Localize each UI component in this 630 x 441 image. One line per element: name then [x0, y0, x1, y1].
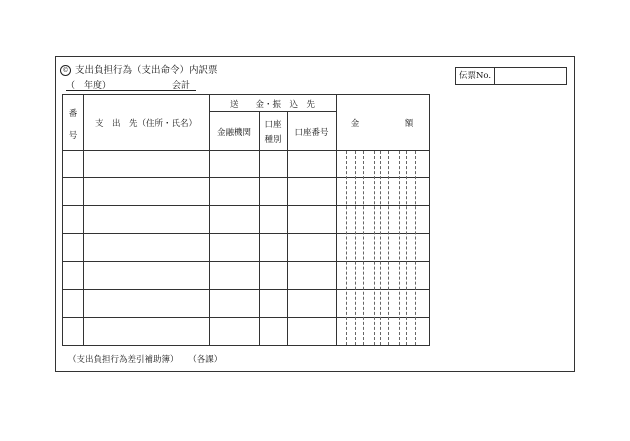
amount-digit-line [346, 151, 347, 345]
header-account-no: 口座番号 [294, 128, 329, 138]
amount-digit-line [388, 151, 389, 345]
amount-digit-line [415, 151, 416, 345]
circle-mark-icon: © [60, 65, 71, 76]
form-title [60, 62, 218, 76]
remit-header-line [209, 111, 336, 112]
amount-digit-line [399, 151, 400, 345]
voucher-value[interactable] [496, 68, 566, 84]
col-line-bank [259, 111, 260, 345]
detail-table [62, 94, 430, 346]
fiscal-year-label: 年度） [84, 81, 112, 91]
header-remit: 送 金・振 込 先 [229, 100, 315, 110]
header-amount-left: 金 [350, 119, 360, 129]
header-number-top: 番 [68, 109, 78, 119]
account-label: 会計 [172, 81, 191, 91]
amount-digit-line [374, 151, 375, 345]
form-title-text: 支出負担行為（支出命令）内訳票 [75, 65, 218, 76]
amount-digit-line [363, 151, 364, 345]
header-amount-right: 額 [404, 119, 414, 129]
footer-note-line [68, 353, 222, 365]
col-line-account-no [336, 95, 337, 345]
voucher-box[interactable] [455, 67, 567, 85]
fiscal-year-line [66, 78, 196, 91]
col-line-number [83, 95, 84, 345]
header-bank: 金融機関 [216, 128, 251, 138]
header-payee: 支 出 先（住所・氏名） [94, 119, 197, 129]
amount-digit-line [406, 151, 407, 345]
footer-ledger-note: （支出負担行為差引補助簿） [68, 355, 179, 365]
header-account-type-bottom: 種別 [264, 135, 282, 145]
header-account-type-top: 口座 [264, 120, 282, 130]
amount-digit-line [380, 151, 381, 345]
footer-dept-note: （各課） [192, 355, 223, 365]
header-number-bottom: 号 [68, 131, 78, 141]
amount-digit-line [355, 151, 356, 345]
col-line-account-type [287, 111, 288, 345]
voucher-label: 伝票No. [456, 68, 495, 84]
fiscal-open-paren: （ [66, 81, 76, 91]
